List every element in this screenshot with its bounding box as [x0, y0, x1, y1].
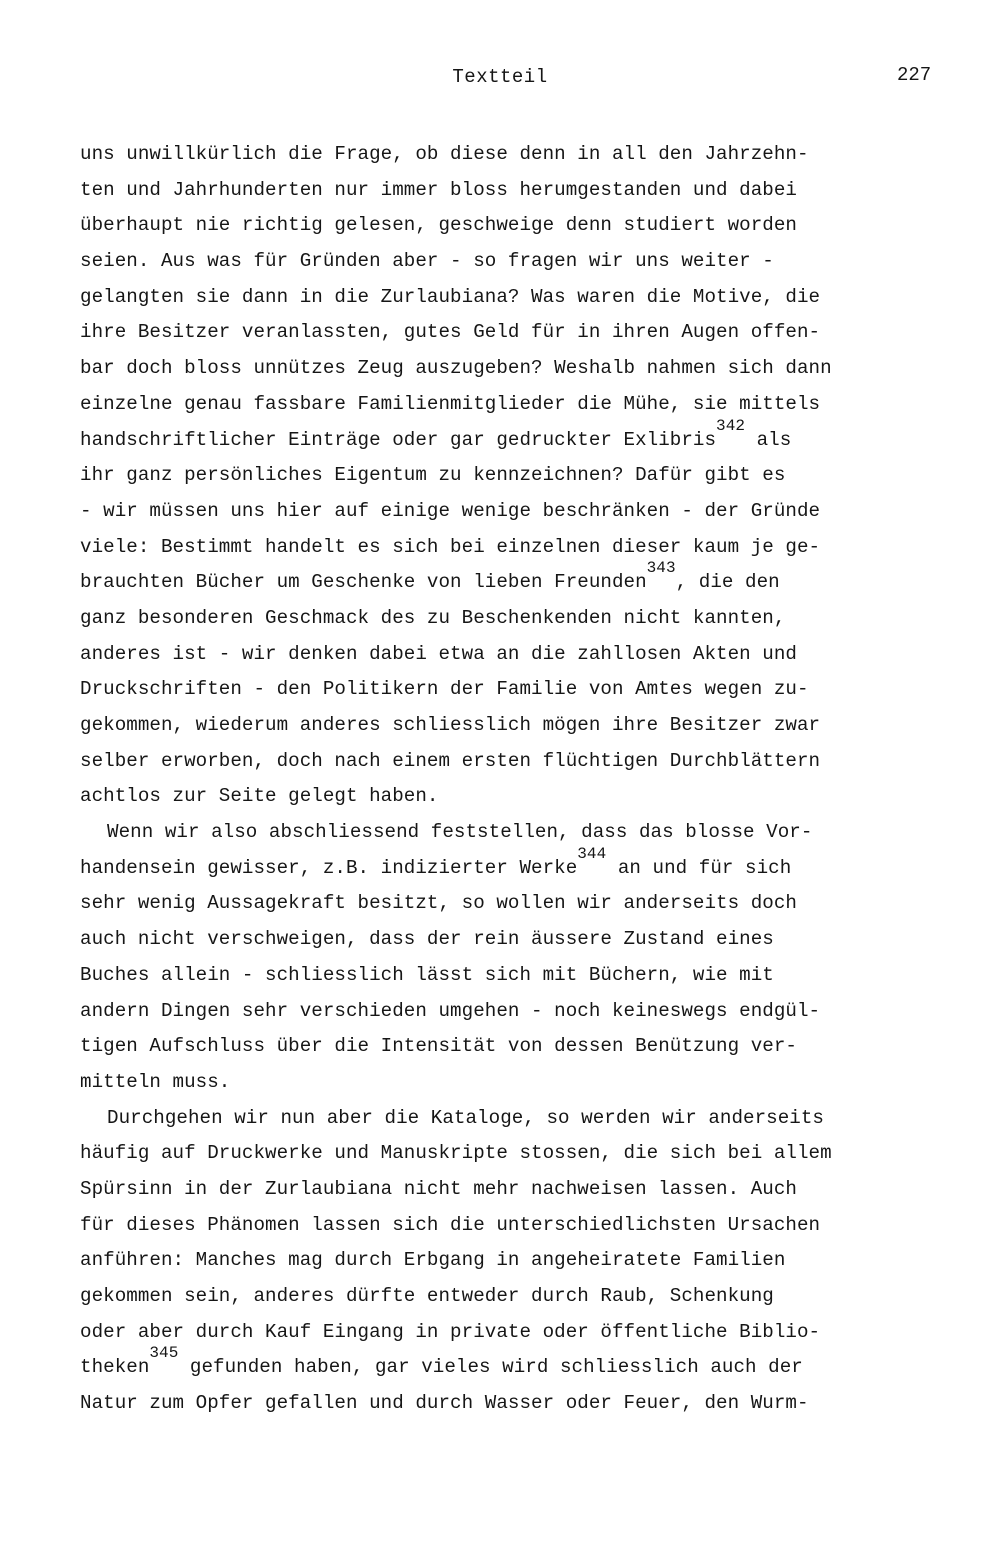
line-text: ten und Jahrhunderten nur immer bloss herumgestanden und dabei: [80, 178, 797, 201]
text-line: [80, 280, 1000, 316]
line-text: überhaupt nie richtig gelesen, geschweige denn studiert worden: [80, 214, 797, 237]
line-text-continuation: gefunden haben, gar vieles wird schliesslich auch der: [178, 1356, 803, 1379]
line-text: - wir müssen uns hier auf einige wenige beschränken - der Gründe: [80, 499, 821, 522]
line-text: selber erworben, doch nach einem ersten flüchtigen Durchblättern: [80, 749, 821, 772]
text-line: [80, 637, 1000, 673]
text-line: [80, 601, 1000, 637]
line-text: Druckschriften - den Politikern der Familie von Amtes wegen zu-: [80, 678, 809, 701]
line-text: brauchten Bücher um Geschenke von lieben Freunden: [80, 571, 647, 594]
paragraph: [80, 815, 1000, 1101]
line-text: anführen: Manches mag durch Erbgang in angeheiratete Familien: [80, 1249, 786, 1272]
text-line: [80, 886, 1000, 922]
text-line: [80, 844, 1000, 887]
body-text: [80, 137, 1000, 1422]
text-line: [80, 1279, 1000, 1315]
page-number: 227: [897, 64, 932, 86]
text-line: [80, 1208, 1000, 1244]
text-line: [80, 815, 1000, 851]
line-text: gelangten sie dann in die Zurlaubiana? Was waren die Motive, die: [80, 285, 821, 308]
line-text: achtlos zur Seite gelegt haben.: [80, 785, 439, 808]
line-text: theken: [80, 1356, 150, 1379]
line-text: bar doch bloss unnützes Zeug auszugeben? Weshalb nahmen sich dann: [80, 357, 832, 380]
footnote-marker: 344: [577, 844, 607, 863]
paragraph: [80, 137, 1000, 815]
line-text: gekommen sein, anderes dürfte entweder durch Raub, Schenkung: [80, 1285, 774, 1307]
text-line: [80, 744, 1000, 780]
text-line: [80, 559, 1000, 601]
line-text: Wenn wir also abschliessend feststellen, dass das blosse Vor-: [107, 821, 813, 844]
line-text: handschriftlicher Einträge oder gar gedruckter Exlibris: [80, 428, 717, 451]
line-text: häufig auf Druckwerke und Manuskripte stossen, die sich bei allem: [80, 1142, 832, 1165]
text-line: [80, 1101, 1000, 1137]
line-text: Spürsinn in der Zurlaubiana nicht mehr nachweisen lassen. Auch: [80, 1177, 797, 1200]
line-text: gekommen, wiederum anderes schliesslich mögen ihre Besitzer zwar: [80, 714, 821, 736]
text-line: [80, 351, 1000, 387]
text-line: [80, 1136, 1000, 1172]
text-line: [80, 387, 1000, 423]
text-line: [80, 173, 1000, 209]
line-text: einzelne genau fassbare Familienmitglieder die Mühe, sie mittels: [80, 392, 821, 415]
footnote-marker: 345: [149, 1344, 179, 1363]
text-line: [80, 1172, 1000, 1208]
text-line: [80, 494, 1000, 530]
line-text: andern Dingen sehr verschieden umgehen - noch keineswegs endgül-: [80, 999, 821, 1022]
line-text: handensein gewisser, z.B. indizierter Werke: [80, 856, 578, 879]
line-text: uns unwillkürlich die Frage, ob diese denn in all den Jahrzehn-: [80, 143, 809, 165]
text-line: [80, 530, 1000, 566]
line-text: ihr ganz persönliches Eigentum zu kennzeichnen? Dafür gibt es: [80, 464, 786, 487]
line-text: viele: Bestimmt handelt es sich bei einzelnen dieser kaum je ge-: [80, 535, 821, 558]
text-line: [80, 137, 1000, 173]
line-text: tigen Aufschluss über die Intensität von dessen Benützung ver-: [80, 1035, 797, 1058]
text-line: [80, 779, 1000, 815]
running-title: Textteil: [452, 66, 548, 88]
line-text: für dieses Phänomen lassen sich die unterschiedlichsten Ursachen: [80, 1213, 821, 1236]
text-line: [80, 672, 1000, 708]
text-line: [80, 1344, 1000, 1386]
paragraph: [80, 1101, 1000, 1422]
line-text: mitteln muss.: [80, 1070, 231, 1093]
text-line: [80, 1243, 1000, 1279]
line-text: anderes ist - wir denken dabei etwa an die zahllosen Akten und: [80, 642, 797, 665]
line-text: ganz besonderen Geschmack des zu Beschenkenden nicht kannten,: [80, 606, 786, 629]
line-text-continuation: als: [745, 428, 792, 451]
footnote-marker: 343: [646, 559, 676, 578]
text-line: [80, 416, 1000, 459]
text-line: [80, 922, 1000, 958]
line-text: sehr wenig Aussagekraft besitzt, so wollen wir anderseits doch: [80, 892, 797, 915]
text-line: [80, 1386, 1000, 1422]
text-line: [80, 1029, 1000, 1065]
text-line: [80, 1315, 1000, 1351]
line-text: oder aber durch Kauf Eingang in private oder öffentliche Biblio-: [80, 1320, 821, 1343]
line-text-continuation: , die den: [675, 571, 780, 594]
line-text: Natur zum Opfer gefallen und durch Wasser oder Feuer, den Wurm-: [80, 1392, 809, 1415]
text-line: [80, 708, 1000, 744]
text-line: [80, 315, 1000, 351]
line-text: ihre Besitzer veranlassten, gutes Geld für in ihren Augen offen-: [80, 321, 821, 344]
line-text: Buches allein - schliesslich lässt sich mit Büchern, wie mit: [80, 963, 774, 986]
text-line: [80, 244, 1000, 280]
line-text: Durchgehen wir nun aber die Kataloge, so werden wir anderseits: [107, 1106, 824, 1129]
line-text: seien. Aus was für Gründen aber - so fragen wir uns weiter -: [80, 250, 774, 273]
footnote-marker: 342: [716, 416, 746, 435]
line-text-continuation: an und für sich: [606, 856, 792, 879]
text-line: [80, 1065, 1000, 1101]
text-line: [80, 994, 1000, 1030]
text-line: [80, 958, 1000, 994]
text-line: [80, 458, 1000, 494]
text-line: [80, 208, 1000, 244]
line-text: auch nicht verschweigen, dass der rein äussere Zustand eines: [80, 928, 774, 951]
